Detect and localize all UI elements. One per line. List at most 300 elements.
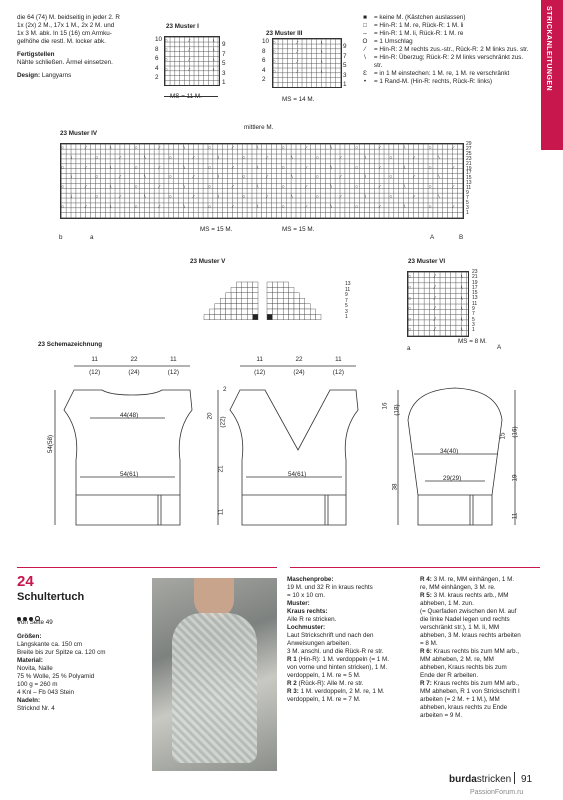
row-label: 19 (466, 165, 472, 172)
instruction-text: Anweisungen arbeiten. (287, 640, 352, 647)
muster5-cell (242, 293, 247, 298)
muster5-cell (305, 304, 310, 309)
legend-text: = in 1 M einstechen: 1 M. re, 1 M. re verschränkt (374, 70, 510, 77)
muster5-cell (278, 293, 283, 298)
stitch-symbol: ○ (315, 194, 319, 200)
stitch-symbol: ○ (408, 327, 412, 334)
instruction-text: abheben, Kraus rechts bis zum (420, 664, 507, 671)
row-label: 21 (466, 160, 472, 167)
instruction-line (287, 632, 415, 640)
stitch-symbol: ○ (165, 48, 168, 54)
schema-width: 11 (170, 356, 177, 363)
stitch-symbol: ⁄ (379, 145, 381, 151)
footer-separator (514, 772, 515, 784)
stitch-symbol: ⁄ (297, 69, 298, 75)
stitch-symbol: ○ (355, 204, 358, 210)
muster5-cell (267, 293, 272, 298)
stitch-symbol: ⁄ (232, 204, 234, 210)
stitch-symbol: ○ (134, 204, 138, 210)
schema-front-hip: 54(61) (288, 471, 307, 478)
instruction-text: abheben, kraus rechts zu Ende (420, 704, 508, 711)
stitch-symbol: ⁄ (119, 155, 121, 161)
instruction-line (420, 640, 542, 648)
instruction-text: 3 M. re, MM einhängen, 1 M. (431, 576, 515, 583)
groessen-heading: Größen: (17, 633, 42, 640)
stitch-symbol: ⁄ (119, 194, 121, 200)
muster5-cell (204, 314, 209, 319)
muster4-mark-B: B (459, 234, 464, 241)
stitch-symbol: ○ (208, 185, 211, 191)
project-divider-left (17, 567, 277, 568)
row-label: 3 (343, 71, 347, 79)
stitch-symbol: ○ (95, 155, 99, 161)
muster5-cell (283, 287, 288, 292)
row-label: 11 (472, 300, 478, 307)
schema-sleeve-lower: 29(29) (443, 475, 462, 482)
instruction-line (287, 672, 415, 680)
stitch-symbol: ⁄ (193, 155, 195, 161)
stitch-symbol: ⁄ (266, 155, 268, 161)
instruction-bold: R 7: (420, 680, 432, 687)
stitch-symbol: ○ (165, 58, 168, 63)
watermark: PassionForum.ru (470, 789, 524, 796)
muster5-cell (220, 314, 225, 319)
instruction-text: die linke Nadel legen und rechts (420, 616, 510, 623)
muster5-cell (231, 287, 236, 292)
stitch-symbol: ⁄ (189, 58, 190, 63)
intro-text (17, 14, 157, 80)
stitch-symbol: ⁄ (119, 175, 121, 181)
row-label: 7 (222, 50, 226, 58)
instruction-text: Kraus rechts bis zum MM arb., (431, 680, 520, 687)
instruction-text: verdoppeln, 1 M. re = 5 M. (287, 672, 361, 679)
muster6-mark-a: a (407, 345, 411, 352)
muster5-cell (289, 287, 294, 292)
muster5-cell (272, 309, 277, 314)
muster5-cell (209, 314, 214, 319)
fertigstellen-text: Nähte schließen. Ärmel einsetzen. (17, 59, 113, 66)
muster4-row-labels (466, 142, 472, 216)
muster5-cell (242, 314, 247, 319)
stitch-symbol: ⁄ (413, 155, 415, 161)
stitch-symbol: ⁄ (434, 327, 436, 334)
stitch-symbol: ⁄ (379, 185, 381, 191)
stitch-symbol: \ (461, 295, 463, 302)
muster5-cell (305, 309, 310, 314)
muster4-title: 23 Muster IV (60, 130, 98, 137)
stitch-symbol: ⁄ (193, 175, 195, 181)
instruction-bold: Lochmuster: (287, 624, 326, 631)
row-label: 13 (466, 180, 472, 187)
stitch-symbol: \ (330, 185, 332, 191)
muster5-cell (226, 304, 231, 309)
muster3-chart (272, 38, 342, 88)
instruction-text: arbeiten = 9 M. (420, 712, 463, 719)
muster5-cell (242, 304, 247, 309)
schema-drawing (20, 350, 540, 530)
stitch-symbol: \ (213, 58, 215, 63)
instruction-line (420, 688, 542, 696)
muster5-cell (278, 298, 283, 303)
stitch-symbol: ○ (408, 316, 412, 323)
muster5-cell (231, 293, 236, 298)
stitch-symbol: ○ (208, 204, 211, 210)
muster5-cell (294, 309, 299, 314)
row-label: 11 (345, 286, 351, 293)
stitch-symbol: ○ (408, 295, 412, 302)
muster5-cell (299, 309, 304, 314)
material-heading: Material: (17, 657, 43, 664)
stitch-symbol: \ (404, 204, 406, 210)
stitch-symbol: \ (110, 165, 112, 171)
muster5-cell (242, 282, 247, 287)
stitch-symbol: ⁄ (434, 284, 436, 291)
muster4-mark-A: A (430, 234, 435, 241)
muster5-cell (242, 298, 247, 303)
instruction-line (420, 616, 542, 624)
schema-width: 22 (130, 356, 138, 363)
schema-width: (12) (254, 369, 266, 376)
photo-scarf (172, 613, 257, 763)
muster5-cell (283, 293, 288, 298)
stitch-symbol: ○ (242, 175, 246, 181)
stitch-symbol: ○ (408, 284, 412, 291)
schema-width: (24) (293, 369, 305, 376)
schema-sleeve-top-h-b: (18) (393, 404, 401, 416)
muster5-cell (253, 282, 258, 287)
schema-front-widths (240, 356, 358, 364)
row-label: 27 (466, 145, 472, 152)
stitch-symbol: ⁄ (306, 204, 307, 210)
stitch-symbol: ○ (389, 175, 393, 181)
nadeln-lines (17, 705, 147, 713)
section-tab (541, 0, 563, 150)
stitch-symbol: \ (321, 40, 323, 46)
muster3-row-labels-right (343, 42, 347, 90)
stitch-symbol: ○ (355, 185, 358, 191)
row-label: 6 (155, 55, 159, 63)
stitch-symbol: \ (70, 155, 73, 161)
row-label: 15 (466, 175, 472, 182)
instruction-text: (Hin-R): 1 M. verdoppeln (= 1 M. (296, 656, 390, 663)
legend-item (360, 38, 532, 46)
stitch-symbol: ⁄ (266, 175, 268, 181)
stitch-symbol: ○ (408, 274, 412, 281)
material-line: 75 % Wolle, 25 % Polyamid (17, 673, 95, 680)
stitch-symbol: ○ (168, 175, 172, 181)
schema-sleeve-cap: 15 (499, 432, 507, 440)
stitch-symbol: ○ (281, 145, 285, 151)
stitch-symbol: ⁄ (434, 274, 436, 281)
stitch-symbol: \ (330, 145, 332, 151)
row-label: 7 (343, 52, 347, 60)
stitch-symbol: ○ (281, 204, 285, 210)
schema-sleeve-top-h: 16 (381, 402, 389, 410)
muster5-cell (294, 293, 299, 298)
stitch-symbol: ⁄ (232, 145, 234, 151)
instruction-text: Alle R re stricken. (287, 616, 337, 623)
muster1-ms (170, 93, 202, 101)
legend-text: = Hin-R: 1 M. re, Rück-R: 1 M. li (374, 22, 464, 29)
instruction-bold: Kraus rechts: (287, 608, 328, 615)
row-label: 10 (155, 36, 163, 43)
instruction-line (420, 608, 542, 616)
muster3-ms: MS = 14 M. (282, 96, 315, 103)
instruction-line (287, 584, 415, 592)
stitch-symbol: \ (461, 316, 463, 323)
stitch-symbol: \ (291, 175, 293, 181)
muster5-cell (220, 298, 225, 303)
muster4-ms-right: MS = 15 M. (282, 226, 315, 233)
muster5-cell (278, 304, 283, 309)
legend (360, 14, 532, 86)
schema-back-chest: 44(48) (120, 412, 139, 419)
muster5-cell (283, 298, 288, 303)
stitch-symbol: ○ (273, 40, 276, 46)
muster5-cell (294, 298, 299, 303)
muster1-row-labels-left (155, 35, 162, 83)
legend-text: = 1 Umschlag (374, 38, 413, 45)
row-label: 6 (262, 57, 266, 65)
stitch-symbol: \ (461, 284, 463, 291)
muster5-row-labels (345, 282, 351, 321)
muster5-cell (215, 309, 220, 314)
stitch-symbol: \ (213, 48, 215, 54)
row-label: 21 (472, 274, 478, 281)
schema-sleeve-cuff: 11 (511, 512, 519, 520)
instruction-line (287, 696, 415, 704)
muster5-cell (283, 304, 288, 309)
stitch-symbol: ○ (389, 194, 393, 200)
instruction-bold: Maschenprobe: (287, 576, 334, 583)
stitch-symbol: \ (217, 155, 220, 161)
stitch-symbol: ⁄ (306, 185, 307, 191)
schema-front-v: 20 (206, 412, 214, 420)
fertigstellen-heading: Fertigstellen (17, 51, 55, 58)
stitch-symbol: ○ (242, 194, 246, 200)
stitch-symbol: ⁄ (297, 60, 298, 65)
intro-line: gelhöhe die restl. M. locker abk. (17, 38, 106, 45)
instruction-text: (Rück-R): Alle M. re str. (296, 680, 364, 687)
instruction-line (287, 656, 415, 664)
instruction-text: 19 M. und 32 R in kraus rechts (287, 584, 373, 591)
stitch-symbol: \ (321, 50, 323, 56)
row-label: 13 (345, 281, 351, 287)
from-page: Von Seite 49 (17, 619, 53, 626)
muster5-cell (272, 304, 277, 309)
footer-brand-rest: stricken (476, 774, 512, 785)
stitch-symbol: \ (438, 155, 440, 161)
material-line: 100 g = 260 m (17, 681, 58, 688)
row-label: 3 (345, 308, 348, 315)
instruction-text: von vorne und hinten stricken), 1 M. (287, 664, 388, 671)
stitch-symbol: ⁄ (85, 204, 87, 210)
muster5-cell (231, 309, 236, 314)
instruction-line (287, 640, 415, 648)
muster1-chart (164, 36, 220, 86)
stitch-symbol: ⁄ (85, 165, 87, 171)
instruction-line (287, 688, 415, 696)
stitch-symbol: ⁄ (266, 194, 268, 200)
nadeln-heading: Nadeln: (17, 697, 41, 704)
muster5-cell (226, 314, 231, 319)
muster4-ms-left: MS = 15 M. (200, 226, 233, 233)
stitch-symbol: \ (144, 175, 146, 181)
stitch-symbol: ○ (168, 155, 172, 161)
row-label: 17 (472, 284, 478, 291)
muster5-cell (289, 309, 294, 314)
muster5-cell (294, 314, 299, 319)
muster5-cell (215, 314, 220, 319)
stitch-symbol: ○ (61, 204, 64, 210)
project-divider-right (290, 567, 540, 568)
material-lines (17, 665, 147, 697)
instruction-bold: R 3: (287, 688, 299, 695)
muster5-title: 23 Muster V (190, 258, 226, 265)
row-label: 17 (466, 170, 472, 177)
footer-brand (449, 774, 511, 785)
row-label: 5 (472, 316, 475, 323)
row-label: 5 (466, 199, 469, 206)
instruction-line (420, 672, 542, 680)
instruction-line (420, 704, 542, 712)
legend-symbol: O (362, 38, 368, 45)
row-label: 9 (472, 306, 475, 313)
row-label: 7 (472, 311, 475, 318)
schema-back-widths-b (75, 369, 193, 377)
muster5-cell (283, 314, 288, 319)
stitch-symbol: ⁄ (434, 306, 436, 313)
muster5-cell (226, 293, 231, 298)
stitch-symbol: ⁄ (413, 175, 415, 181)
muster5-cell (236, 293, 241, 298)
legend-item (360, 22, 532, 30)
muster5-cell (294, 304, 299, 309)
row-label: 5 (345, 303, 348, 309)
stitch-symbol: ○ (61, 165, 64, 171)
instruction-line (287, 608, 415, 616)
legend-item (360, 54, 532, 70)
legend-item (360, 46, 532, 54)
muster5-cell (272, 293, 277, 298)
muster5-cell (289, 298, 294, 303)
material-line: Novita, Nalle (17, 665, 53, 672)
muster5-cell (283, 282, 288, 287)
stitch-symbol: ○ (281, 185, 285, 191)
row-label: 5 (222, 60, 226, 68)
schema-width: 11 (91, 356, 98, 363)
stitch-symbol: \ (461, 327, 463, 334)
stitch-symbol: ⁄ (159, 165, 160, 171)
muster5-cell (267, 304, 272, 309)
muster5-cell (299, 304, 304, 309)
row-label: 2 (262, 76, 266, 84)
stitch-symbol: ⁄ (85, 145, 87, 151)
instruction-bold: R 2 (287, 680, 297, 687)
instruction-text: re, MM einhängen, 3 M. re. (420, 584, 496, 591)
row-label: 9 (466, 190, 469, 197)
stitch-symbol: ○ (61, 185, 64, 191)
row-label: 1 (466, 209, 469, 216)
muster3-title: 23 Muster III (266, 30, 303, 37)
muster5-cell (316, 314, 321, 319)
instruction-line (287, 600, 415, 608)
stitch-symbol: ⁄ (297, 50, 298, 56)
nadeln-line: Stricknd Nr. 4 (17, 705, 55, 712)
instruction-bold: R 4: (420, 576, 432, 583)
instruction-line (420, 712, 542, 720)
muster5-cell (305, 314, 310, 319)
stitch-symbol: ⁄ (453, 204, 454, 210)
stitch-symbol: ○ (315, 155, 319, 161)
stitch-symbol: ⁄ (413, 194, 415, 200)
instruction-line (420, 584, 542, 592)
stitch-symbol: ○ (389, 155, 393, 161)
stitch-symbol: \ (257, 165, 259, 171)
schema-sleeve-len: 38 (391, 483, 399, 491)
instruction-line (287, 592, 415, 600)
instruction-text: MM abheben, R 1 von Strickschrift I (420, 688, 520, 695)
legend-symbol: • (363, 78, 367, 85)
stitch-symbol: \ (404, 185, 406, 191)
stitch-symbol: ⁄ (189, 67, 190, 73)
muster5-cell (236, 309, 241, 314)
stitch-symbol: \ (144, 194, 146, 200)
instruction-text: = 10 x 10 cm. (287, 592, 325, 599)
muster5-chart (185, 280, 345, 325)
schema-front-top: 2 (223, 386, 227, 393)
row-label: 2 (155, 74, 159, 82)
stitch-symbol: \ (183, 165, 185, 171)
intro-line: 1x (2x) 2 M., 17x 1 M., 2x 2 M. und (17, 22, 115, 29)
muster5-cell (283, 309, 288, 314)
instruction-line (420, 656, 542, 664)
stitch-symbol: ⁄ (159, 204, 160, 210)
muster5-cell (247, 309, 252, 314)
photo-model-face (194, 578, 234, 618)
row-label: 1 (222, 79, 226, 87)
stitch-symbol: \ (364, 175, 367, 181)
row-label: 23 (472, 269, 478, 275)
instruction-line (287, 648, 415, 656)
muster1-title: 23 Muster I (166, 23, 199, 30)
intro-line: 1x 3 M. abk. In 15 (16) cm Armku- (17, 30, 112, 37)
stitch-symbol: \ (110, 204, 112, 210)
muster5-cell (267, 309, 272, 314)
muster5-cell (272, 282, 277, 287)
legend-text: = Hin-R: 2 M rechts zus.-str., Rück-R: 2 M links zus. str. (374, 46, 529, 53)
muster4-mark-b: b (59, 234, 63, 241)
muster5-cell (289, 314, 294, 319)
design-value: Langyarns (41, 72, 72, 79)
muster5-cell (289, 293, 294, 298)
muster5-cell (253, 293, 258, 298)
stitch-symbol: \ (110, 145, 112, 151)
row-label: 8 (155, 45, 159, 53)
row-label: 7 (345, 297, 348, 304)
stitch-symbol: ⁄ (189, 48, 190, 54)
stitch-symbol: \ (70, 194, 73, 200)
muster5-cell (278, 287, 283, 292)
instruction-line (287, 680, 415, 688)
muster5-cell (247, 298, 252, 303)
stitch-symbol: \ (213, 67, 215, 73)
stitch-symbol: ○ (208, 165, 211, 171)
instruction-text: abheben, 3 M. kraus rechts arbeiten (420, 632, 521, 639)
instruction-text: Ende der R arbeiten. (420, 672, 479, 679)
row-label: 4 (262, 66, 266, 74)
instruction-text: 3 M. anschl. und die Rück-R re str. (287, 648, 384, 655)
